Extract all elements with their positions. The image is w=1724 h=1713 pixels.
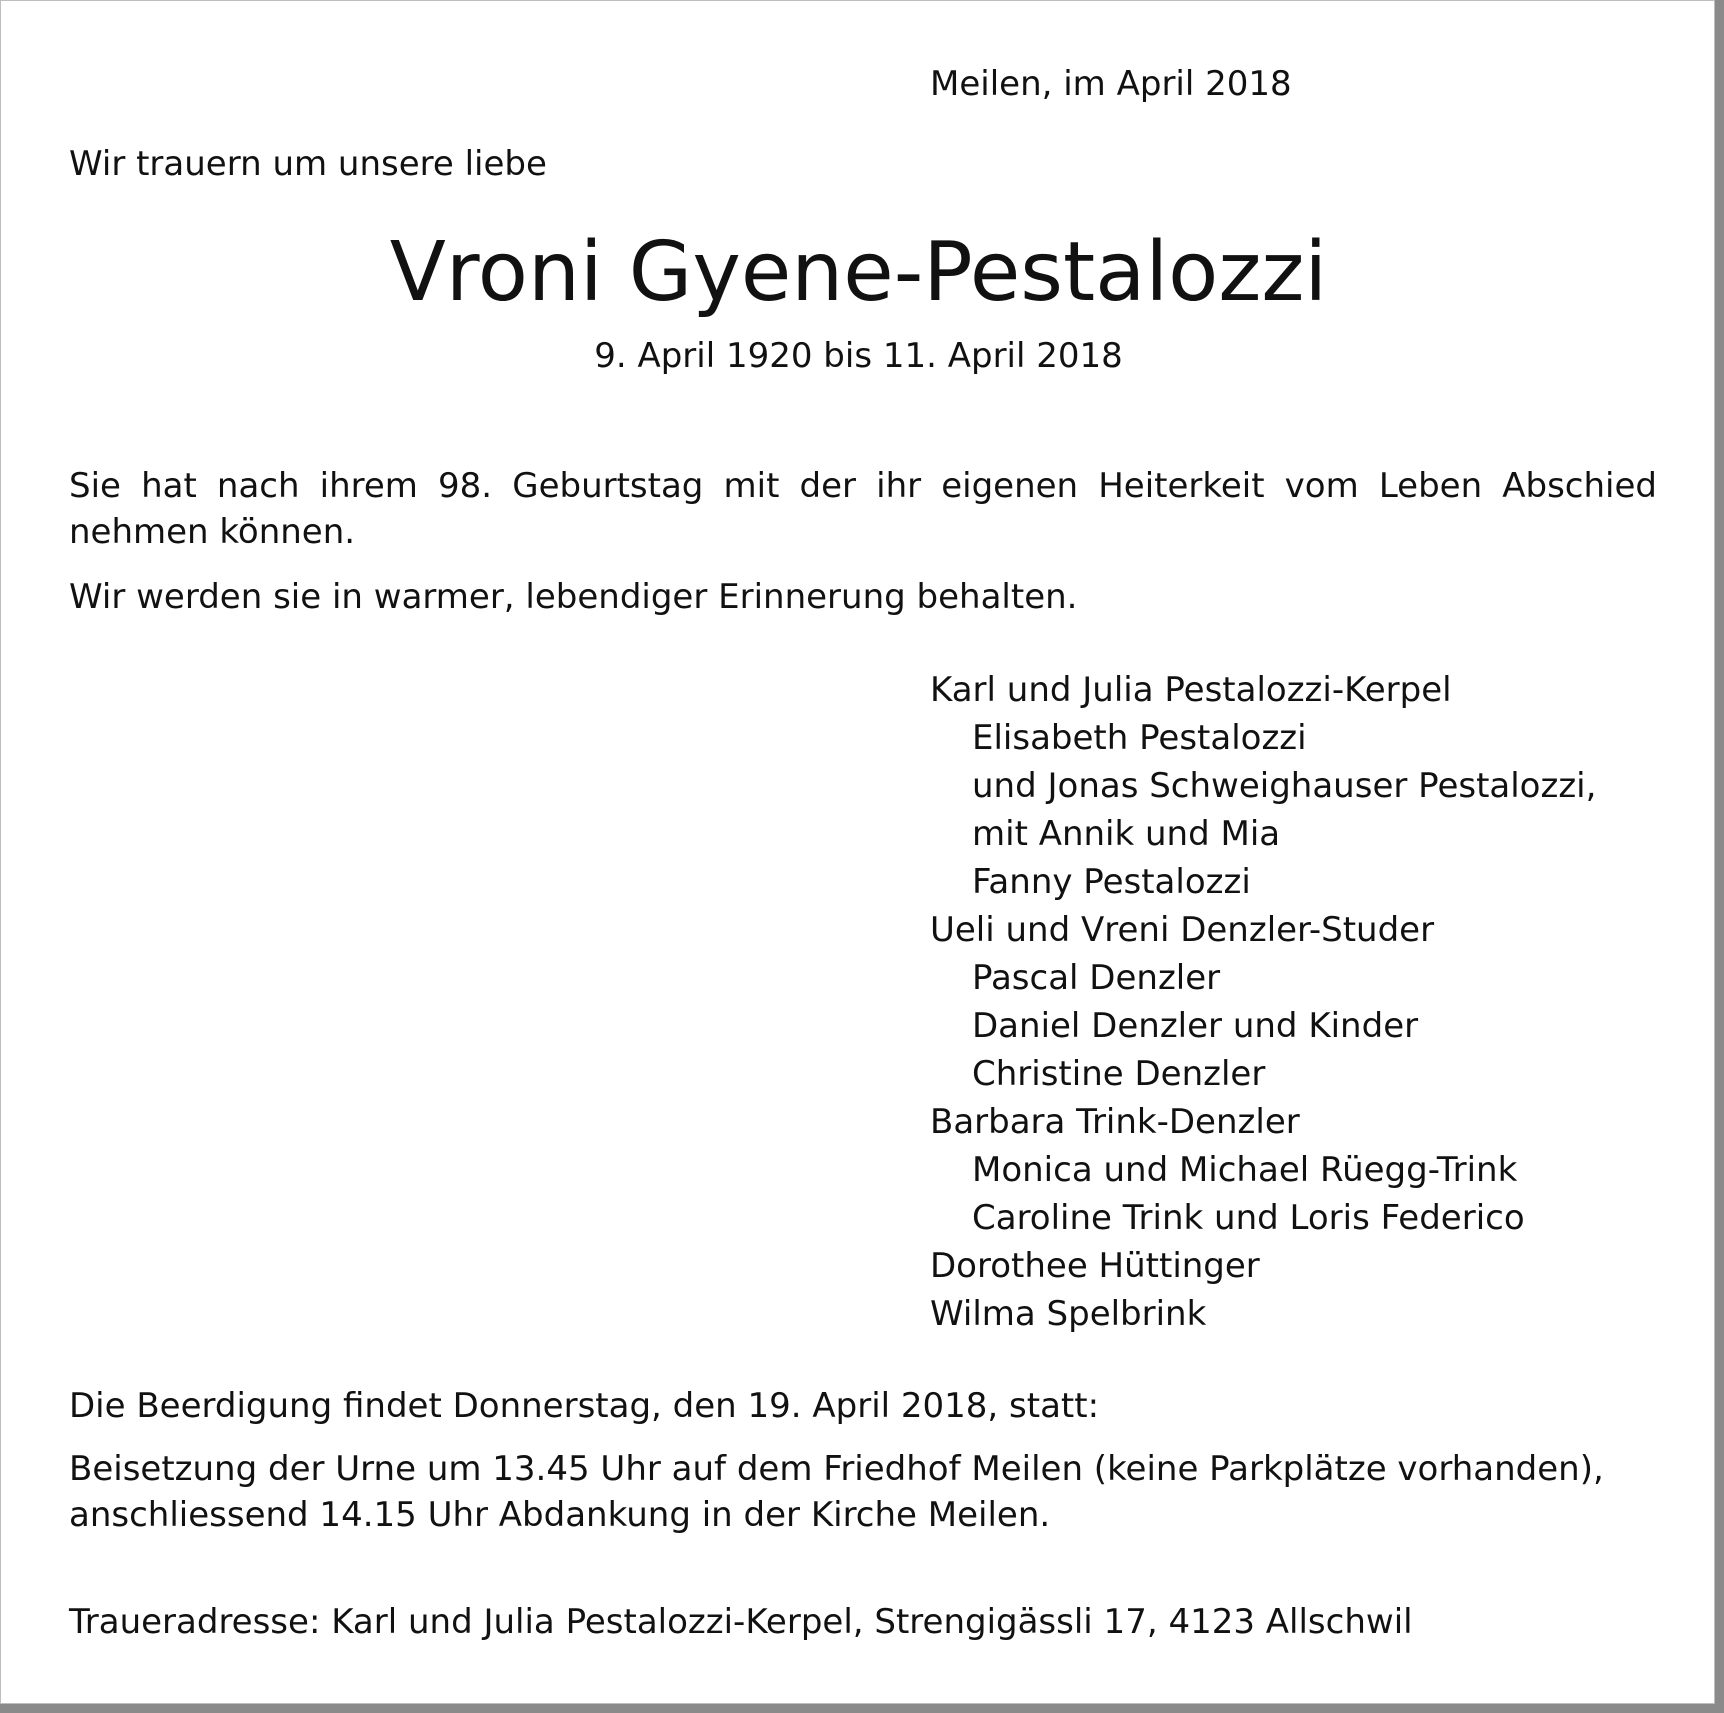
family-member: Christine Denzler bbox=[972, 1054, 1266, 1094]
mourning-address: Traueradresse: Karl und Julia Pestalozzi-Kerpel, Strengigässli 17, 4123 Allschwil bbox=[69, 1602, 1413, 1642]
intro-line: Wir trauern um unsere liebe bbox=[69, 144, 547, 184]
family-member: Monica und Michael Rüegg-Trink bbox=[972, 1150, 1518, 1190]
family-member: Pascal Denzler bbox=[972, 958, 1221, 998]
family-member: und Jonas Schweighauser Pestalozzi, bbox=[972, 766, 1597, 806]
family-member: Barbara Trink-Denzler bbox=[930, 1102, 1300, 1142]
family-member: Dorothee Hüttinger bbox=[930, 1246, 1260, 1286]
family-member: Ueli und Vreni Denzler-Studer bbox=[930, 910, 1435, 950]
deceased-name: Vroni Gyene-Pestalozzi bbox=[389, 225, 1328, 320]
family-member: Wilma Spelbrink bbox=[930, 1294, 1207, 1334]
family-member: Karl und Julia Pestalozzi-Kerpel bbox=[930, 670, 1452, 710]
farewell-paragraph: Sie hat nach ihrem 98. Geburtstag mit der ihr eigenen Heiterkeit vom Leben Abschied nehmen können. bbox=[69, 466, 1657, 552]
place-date: Meilen, im April 2018 bbox=[930, 64, 1292, 104]
family-member: mit Annik und Mia bbox=[972, 814, 1281, 854]
life-dates: 9. April 1920 bis 11. April 2018 bbox=[594, 336, 1123, 376]
funeral-details: Beisetzung der Urne um 13.45 Uhr auf dem Friedhof Meilen (keine Parkplätze vorhanden), anschliessend 14.15 Uhr Abdankung in der Kirche Meilen. bbox=[69, 1449, 1604, 1535]
funeral-announcement: Die Beerdigung findet Donnerstag, den 19. April 2018, statt: bbox=[69, 1386, 1100, 1426]
family-member: Elisabeth Pestalozzi bbox=[972, 718, 1307, 758]
family-member: Daniel Denzler und Kinder bbox=[972, 1006, 1419, 1046]
family-member: Caroline Trink und Loris Federico bbox=[972, 1198, 1525, 1238]
remembrance-line: Wir werden sie in warmer, lebendiger Erinnerung behalten. bbox=[69, 577, 1078, 617]
family-member: Fanny Pestalozzi bbox=[972, 862, 1251, 902]
family-list bbox=[930, 666, 1596, 1338]
